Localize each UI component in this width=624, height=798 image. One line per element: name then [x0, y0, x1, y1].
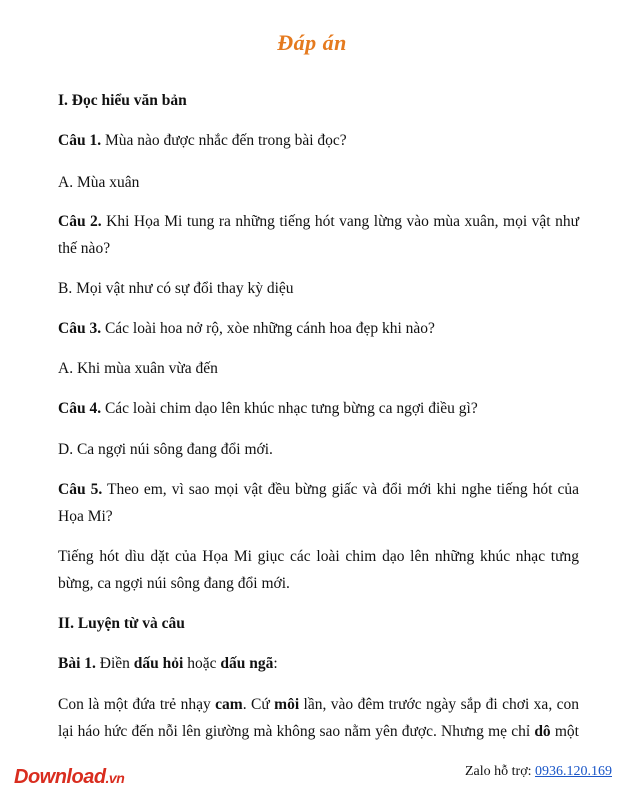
question-text: Theo em, vì sao mọi vật đều bừng giấc và đổi mới khi nghe tiếng hót của — [102, 481, 579, 498]
question-4 — [58, 400, 478, 418]
answer-5-line-1: Tiếng hót dìu dặt của Họa Mi giục các loài chim dạo lên những khúc nhạc tưng — [58, 548, 579, 565]
exercise-1 — [58, 655, 278, 673]
blank-word: dô — [534, 723, 551, 740]
question-text: Các loài chim dạo lên khúc nhạc tưng bừng ca ngợi điều gì? — [101, 400, 478, 417]
question-text: Khi Họa Mi tung ra những tiếng hót vang lừng vào mùa xuân, mọi vật như — [101, 213, 579, 230]
exercise-paragraph-line-1 — [58, 696, 579, 714]
blank-word: cam — [215, 696, 243, 713]
exercise-label: Bài 1. — [58, 655, 96, 672]
zalo-label: Zalo hỗ trợ: — [465, 764, 535, 779]
exercise-bold-term: dấu ngã — [220, 655, 274, 672]
answer-5-line-2: bừng, ca ngợi núi sông đang đổi mới. — [58, 575, 290, 592]
exercise-text: hoặc — [183, 655, 221, 672]
paragraph-text: Con là một đứa trẻ nhạy — [58, 696, 216, 713]
section-heading-vocabulary: II. Luyện từ và câu — [58, 615, 185, 632]
paragraph-text: . Cứ — [242, 696, 275, 713]
question-2-line-1 — [58, 213, 579, 231]
zalo-phone-link[interactable]: 0936.120.169 — [535, 764, 612, 779]
logo-tld: .vn — [105, 770, 125, 786]
exercise-bold-term: dấu hỏi — [133, 655, 184, 672]
blank-word: môi — [274, 696, 300, 713]
exercise-text: Điền — [95, 655, 134, 672]
question-3 — [58, 320, 435, 338]
section-heading-reading: I. Đọc hiểu văn bản — [58, 92, 187, 109]
logo-text: Download — [14, 766, 106, 788]
question-label: Câu 1. — [58, 132, 102, 149]
question-2-line-2: thế nào? — [58, 240, 111, 257]
paragraph-text: lại háo hức đến nỗi lên giường mà không sao nằm yên được. Nhưng mẹ chỉ — [58, 723, 535, 740]
paragraph-text: lần, vào đêm trước ngày sắp đi chơi xa, con — [299, 696, 579, 713]
paragraph-text: một — [550, 723, 579, 740]
question-label: Câu 2. — [58, 213, 102, 230]
download-vn-logo[interactable] — [14, 766, 124, 789]
question-text: Mùa nào được nhắc đến trong bài đọc? — [101, 132, 347, 149]
question-label: Câu 4. — [58, 400, 102, 417]
answer-1: A. Mùa xuân — [58, 174, 140, 191]
question-label: Câu 3. — [58, 320, 102, 337]
exercise-text: : — [273, 655, 278, 672]
question-5-line-2: Họa Mi? — [58, 508, 113, 525]
question-1 — [58, 132, 347, 150]
answer-4: D. Ca ngợi núi sông đang đổi mới. — [58, 441, 273, 458]
question-label: Câu 5. — [58, 481, 103, 498]
answer-3: A. Khi mùa xuân vừa đến — [58, 360, 218, 377]
zalo-support — [465, 764, 612, 780]
question-5-line-1 — [58, 481, 579, 499]
answer-2: B. Mọi vật như có sự đổi thay kỳ diệu — [58, 280, 294, 297]
page-title: Đáp án — [277, 30, 347, 55]
exercise-paragraph-line-2 — [58, 723, 579, 741]
question-text: Các loài hoa nở rộ, xòe những cánh hoa đẹp khi nào? — [101, 320, 435, 337]
